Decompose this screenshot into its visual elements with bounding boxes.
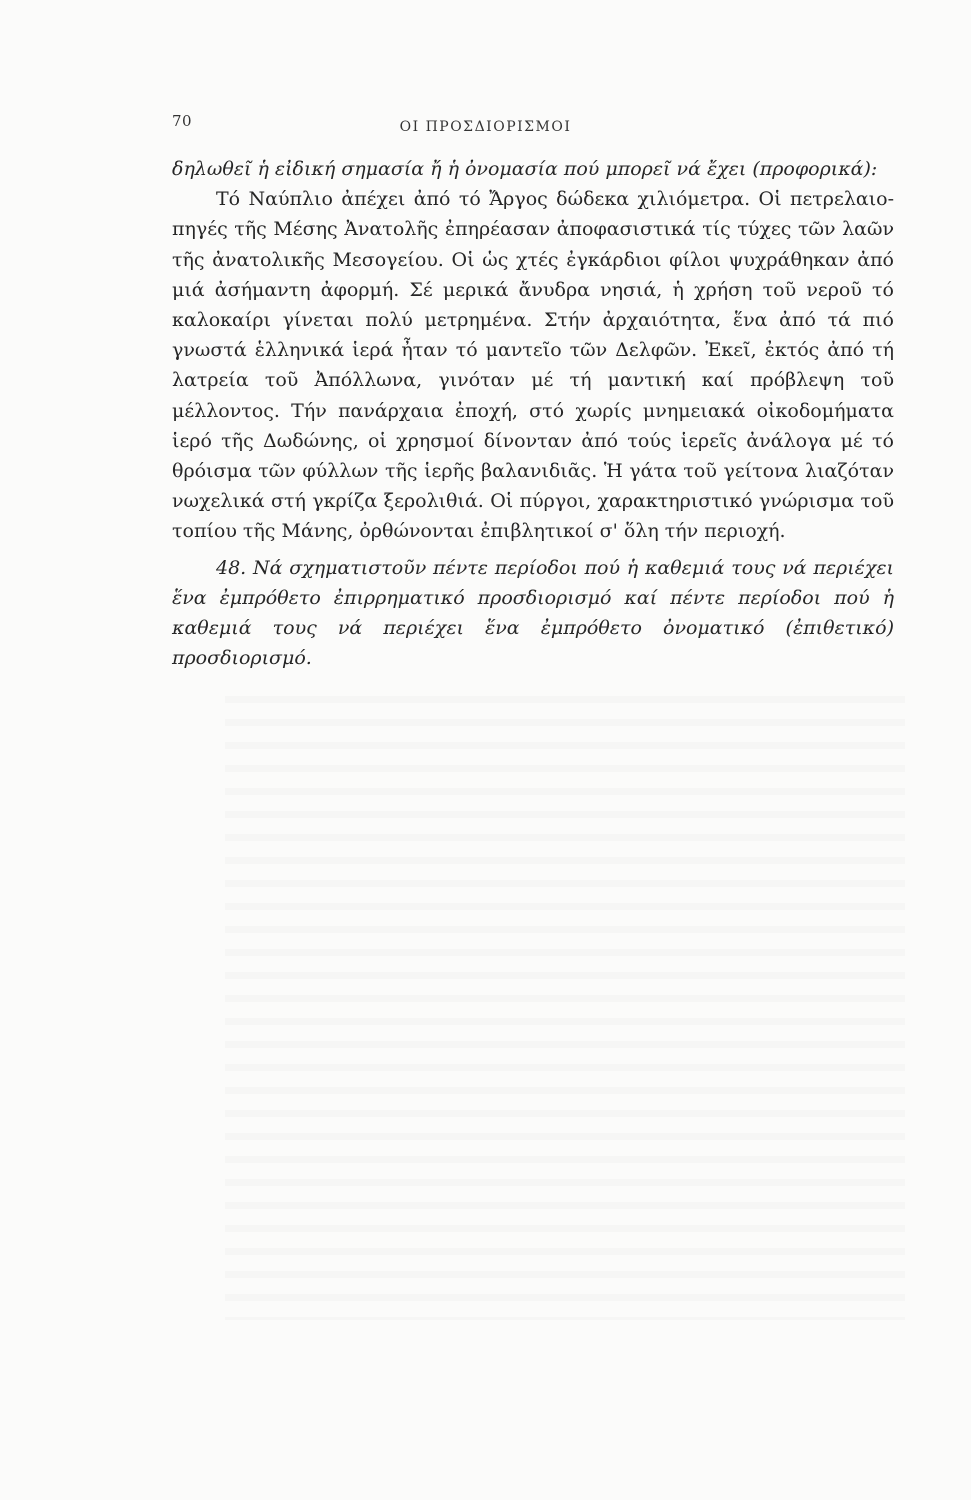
show-through-background — [225, 680, 905, 1320]
page-number: 70 — [172, 112, 193, 130]
exercise-48 — [172, 553, 894, 674]
running-title: ΟΙ ΠΡΟΣΔΙΟΡΙΣΜΟΙ — [399, 119, 572, 135]
exercise-number: 48. — [216, 556, 247, 579]
example-paragraph: Τό Ναύπλιο ἀπέχει ἀπό τό Ἄργος δώδεκα χιλιόμετρα. Οἱ πετρελαιο-πηγές τῆς Μέσης Ἀνατολῆς ἐπηρέασαν ἀποφασιστικά τίς τύχες τῶν λαῶν τῆς ἀνατολικῆς Μεσογείου. Οἱ ὡς χτές ἐγκάρδιοι φίλοι ψυχράθηκαν ἀπό μιά ἀσήμαντη ἀφορμή. Σέ μερικά ἄνυδρα νησιά, ἡ χρήση τοῦ νεροῦ τό καλοκαίρι γίνεται πολύ μετρημένα. Στήν ἀρχαιότητα, ἕνα ἀπό τά πιό γνωστά ἑλληνικά ἱερά ἦταν τό μαντεῖο τῶν Δελφῶν. Ἐκεῖ, ἐκτός ἀπό τή λατρεία τοῦ Ἀπόλλωνα, γινόταν μέ τή μαντική καί πρόβλεψη τοῦ μέλλοντος. Τήν πανάρχαια ἐποχή, στό χωρίς μνημειακά οἰκοδομήματα ἱερό τῆς Δωδώνης, οἱ χρησμοί δίνονταν ἀπό τούς ἱερεῖς ἀνάλογα μέ τό θρόισμα τῶν φύλλων τῆς ἱερῆς βαλανιδιᾶς. Ἡ γάτα τοῦ γείτονα λιαζόταν νωχελικά στή γκρίζα ξερολιθιά. Οἱ πύργοι, χαρακτηριστικό γνώρισμα τοῦ τοπίου τῆς Μάνης, ὀρθώνονται ἐπιβλητικοί σ' ὅλη τήν περιοχή. — [172, 188, 894, 543]
page-body — [172, 154, 894, 673]
lead-line: δηλωθεῖ ἡ εἰδική σημασία ἤ ἡ ὀνομασία πού μπορεῖ νά ἔχει (προφορικά): — [172, 158, 878, 180]
exercise-text: Νά σχηματιστοῦν πέντε περίοδοι πού ἡ καθεμιά τους νά περιέχει ἕνα ἐμπρόθετο ἐπιρρηματικό προσδιορισμό καί πέντε περίοδοι πού ἡ καθεμιά τους νά περιέχει ἕνα ἐμπρόθετο ὀνοματικό (ἐπιθετικό) προσδιορισμό. — [172, 556, 894, 670]
